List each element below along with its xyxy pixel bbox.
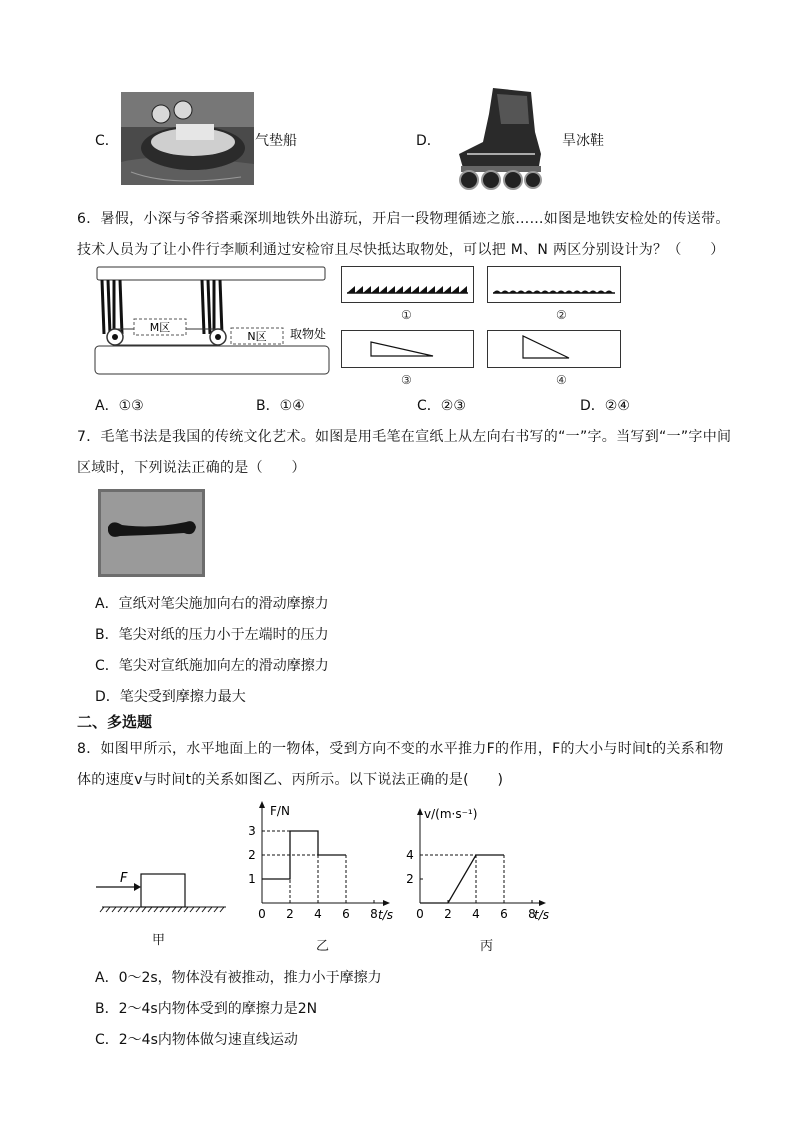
inline-skate-image bbox=[453, 84, 545, 192]
q5-option-d-text: 旱冰鞋 bbox=[562, 133, 604, 149]
bing-xtick-4: 4 bbox=[472, 907, 480, 921]
hovercraft-image bbox=[121, 92, 254, 185]
calligraphy-image bbox=[98, 489, 205, 577]
yi-ytick-2: 2 bbox=[248, 848, 256, 862]
panel-4-label: ④ bbox=[556, 373, 567, 387]
caption-jia: 甲 bbox=[152, 933, 166, 948]
yi-ylabel: F/N bbox=[270, 804, 290, 818]
q7-option-d[interactable]: D．笔尖受到摩擦力最大 bbox=[95, 689, 246, 705]
q7-stem-line1: 7．毛笔书法是我国的传统文化艺术。如图是用毛笔在宣纸上从左向右书写的“一”字。当写到“一”字中间 bbox=[77, 429, 732, 445]
q6-option-a[interactable]: A．①③ bbox=[95, 398, 144, 414]
q6-stem-line2: 技术人员为了让小件行李顺利通过安检帘且尽快抵达取物处，可以把 M、N 两区分别设计为？（ ） bbox=[77, 242, 725, 258]
n-zone-label: N区 bbox=[247, 330, 267, 343]
yi-y-arrow bbox=[259, 801, 265, 808]
bing-x-arrow bbox=[539, 900, 546, 906]
q5-option-c-letter: C． bbox=[95, 133, 119, 149]
yi-xtick-0: 0 bbox=[258, 907, 266, 921]
section-title: 二、多选题 bbox=[77, 713, 153, 731]
q6-option-d[interactable]: D．②④ bbox=[580, 398, 630, 414]
force-label: F bbox=[120, 871, 128, 886]
q8-option-a[interactable]: A．0～2s，物体没有被推动，推力小于摩擦力 bbox=[95, 970, 382, 986]
bing-xtick-6: 6 bbox=[500, 907, 508, 921]
figure-jia bbox=[94, 866, 229, 916]
q8-stem-line2: 体的速度v与时间t的关系如图乙、丙所示。以下说法正确的是( ) bbox=[77, 772, 504, 788]
chart-bing bbox=[396, 800, 566, 927]
panel-2-label: ② bbox=[556, 308, 567, 322]
panel-3-wedge-low bbox=[341, 330, 474, 368]
bing-xlabel: t/s bbox=[534, 908, 549, 922]
panel-1-sawtooth-belt bbox=[341, 266, 474, 303]
yi-xlabel: t/s bbox=[378, 908, 393, 922]
yi-xtick-6: 6 bbox=[342, 907, 350, 921]
caption-yi: 乙 bbox=[316, 939, 330, 954]
conveyor-belt-diagram bbox=[92, 264, 342, 380]
bing-xtick-8: 8 bbox=[528, 907, 536, 921]
bing-ytick-2: 2 bbox=[406, 872, 414, 886]
caption-bing: 丙 bbox=[480, 939, 494, 954]
q6-option-b[interactable]: B．①④ bbox=[256, 398, 305, 414]
yi-xtick-4: 4 bbox=[314, 907, 322, 921]
yi-ytick-3: 3 bbox=[248, 824, 256, 838]
panel-3-label: ③ bbox=[401, 373, 412, 387]
yi-ytick-1: 1 bbox=[248, 872, 256, 886]
q6-stem-line1: 6．暑假，小深与爷爷搭乘深圳地铁外出游玩，开启一段物理循迹之旅……如图是地铁安检处的传送带。 bbox=[77, 211, 730, 227]
q7-option-b[interactable]: B．笔尖对纸的压力小于左端时的压力 bbox=[95, 627, 329, 643]
yi-xtick-8: 8 bbox=[370, 907, 378, 921]
pickup-label: 取物处 bbox=[290, 327, 327, 341]
q5-option-d-letter: D． bbox=[416, 133, 441, 149]
bing-series-line bbox=[420, 855, 504, 903]
q8-option-b[interactable]: B．2～4s内物体受到的摩擦力是2N bbox=[95, 1001, 318, 1017]
bing-ylabel: v/(m·s⁻¹) bbox=[424, 807, 478, 821]
q8-stem-line1: 8．如图甲所示，水平地面上的一物体，受到方向不变的水平推力F的作用，F的大小与时间t的关系和物 bbox=[77, 741, 724, 757]
bing-ytick-4: 4 bbox=[406, 848, 414, 862]
bing-y-arrow bbox=[417, 808, 423, 815]
q7-stem-line2: 区域时，下列说法正确的是（ ） bbox=[77, 460, 306, 476]
yi-x-arrow bbox=[383, 900, 390, 906]
panel-1-label: ① bbox=[401, 308, 412, 322]
bing-xtick-0: 0 bbox=[416, 907, 424, 921]
panel-2-smooth-belt bbox=[487, 266, 621, 303]
q7-option-c[interactable]: C．笔尖对宣纸施加向左的滑动摩擦力 bbox=[95, 658, 329, 674]
bing-xtick-2: 2 bbox=[444, 907, 452, 921]
q5-option-c-text: 气垫船 bbox=[255, 133, 297, 149]
q8-option-c[interactable]: C．2～4s内物体做匀速直线运动 bbox=[95, 1032, 298, 1048]
q7-option-a[interactable]: A．宣纸对笔尖施加向右的滑动摩擦力 bbox=[95, 596, 329, 612]
q6-option-c[interactable]: C．②③ bbox=[417, 398, 466, 414]
m-zone-label: M区 bbox=[149, 321, 171, 334]
chart-yi bbox=[236, 797, 406, 927]
panel-4-wedge-high bbox=[487, 330, 621, 368]
yi-xtick-2: 2 bbox=[286, 907, 294, 921]
